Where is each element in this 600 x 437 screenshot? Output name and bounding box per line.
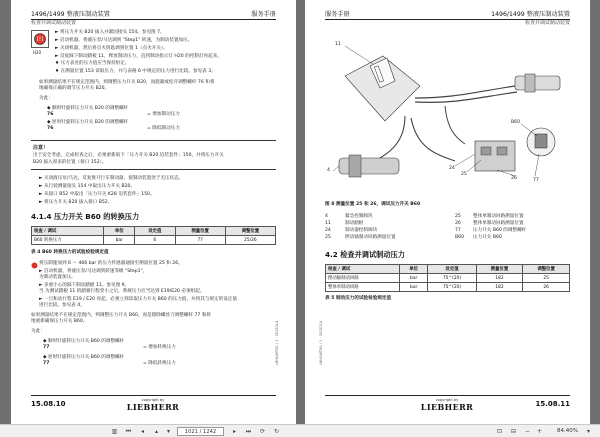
figure-caption: 图 8 测量位置 25 和 26，调试压力开关 B60	[325, 202, 421, 207]
page-header	[325, 11, 570, 26]
spec-table-b60	[31, 226, 276, 245]
side-code: LBH/LWT/EL / 1 · 0512014	[319, 321, 323, 365]
callout-26: 26	[511, 176, 517, 181]
last-page-icon[interactable]: ⏭	[245, 428, 252, 435]
callout-25: 25	[461, 172, 467, 177]
liebherr-logo: LIEBHERR	[420, 402, 474, 412]
zoom-dropdown-icon[interactable]: ▾	[586, 428, 590, 435]
right-page: 服务手册 1496/1499 整液压制动装置 检查并调试制动装置 11 4 24 25 26 B60 77 图 8 测量位置 25 和 26，调试压力开关 B60 4 紧急控制阀块 25 整体单制动回路测量位置 11 制动踏板 26 整体单制动回路测量位置 24 制动器控制阀块 77 压力开关 B60 的调整螺杆 25 摆动轴制动回路测量位置 B60 压力开关 B60 4.2 检查并调试制动压力 检查 / 调试 单位 设定值 测量位置 调整位置 摆动轴制动回路 bar 75^(20) 182 25 整体单制动回路 bar 75^(20) 182 26 表 5 制动压力的试验检验规定值 LBH/LWT/EL / 1 · 0512014 copyright by LIEBHERR 15.08.11	[305, 0, 590, 424]
section-title: 4.1.4 压力开关 B60 的转换压力	[31, 212, 140, 221]
increase-label: = 增加制动压力	[147, 112, 180, 117]
footer-divider	[31, 395, 276, 396]
header-right: 服务手册	[325, 11, 350, 18]
side-code: LBH/LWT/EL / 1 · 0512014	[275, 321, 279, 365]
fit-page-icon[interactable]: ⊡	[496, 428, 503, 435]
page-number-input[interactable]: 1021 / 1242	[177, 427, 224, 436]
prev-page-icon[interactable]: ◂	[140, 428, 144, 435]
liebherr-logo: LIEBHERR	[126, 402, 180, 412]
svg-text:(!): (!)	[36, 36, 44, 43]
brake-switch-icon	[31, 254, 38, 261]
header-right: 服务手册	[251, 11, 276, 18]
table-row: 摆动轴制动回路 bar 75^(20) 182 25	[326, 274, 570, 283]
note-title: 注意！	[33, 145, 49, 151]
icon-label: H20	[33, 50, 42, 55]
zoom-in-icon[interactable]: +	[536, 428, 543, 435]
header-divider	[325, 19, 570, 20]
copyright: copyright by	[435, 398, 459, 402]
header-sub: 检查并调试制动装置	[31, 20, 77, 26]
note-box: 注意！ 出于安全考虑，完成检查之后，必须重新取下「压力开关 B20 迫装套件」150，并将压力开关 B20 拔入原来的位置（接口 152）。	[31, 140, 276, 170]
viewer-toolbar	[0, 424, 600, 437]
table-header-row: 检查 / 调试 单位 设定值 测量位置 调整位置	[32, 227, 276, 236]
callout-4: 4	[327, 168, 330, 173]
down-icon[interactable]: ▾	[166, 428, 170, 435]
hydraulic-assembly-drawing	[325, 26, 570, 196]
brake-indicator-icon	[31, 30, 49, 48]
sidebar-toggle-icon[interactable]: ▥	[111, 428, 118, 435]
fit-width-icon[interactable]: ⊟	[510, 428, 517, 435]
refresh-icon[interactable]: ⟳	[259, 428, 266, 435]
header-title: 1496/1499 整液压制动装置	[31, 11, 110, 18]
header-divider	[31, 19, 276, 20]
callout-77: 77	[533, 178, 539, 183]
callout-b60: B60	[511, 120, 520, 125]
table-row: 整体单制动回路 bar 75^(20) 182 26	[326, 283, 570, 292]
first-page-icon[interactable]: ⏮	[125, 428, 132, 435]
page-number: 15.08.11	[535, 400, 570, 408]
footer-divider	[325, 395, 570, 396]
next-page-icon[interactable]: ▸	[232, 428, 236, 435]
left-page: 1496/1499 整液压制动装置 服务手册 检查并调试制动装置 (!) H20 ► 将压力开关 B20 拔入并紧固接头 154。参见图 7。 ► 启动机器，将液压泵/马达调到 "Step1" 转速，为制动装置加压。 ► 关闭机器，然后将点火钥匙调到位置 1（点火开关）。 ► 反复踩下制动踏板 11，释放制动压力，直到制动指示灯 H20 的控制灯亮起来。 ♦ 压力表处的压力值应当保持恒定。 ♦ 在测量位置 153 读取压力，并与表格 6 中规定的压力进行比较。参见表 3。 如果测量结果不在规定范围内，则调整压力开关 B20，而旋紧或松开调整螺杆 76 和将 地确保正确的调节压力开关 B20。 为此： ◆ 顺时针旋转压力开关 B20 的调整螺杆 76 = 增加制动压力 ◆ 逆时针旋转压力开关 B20 的调整螺杆 76 = 降低制动压力 注意！ 出于安全考虑，完成检查之后，必须重新取下「压力开关 B20 迫装套件」150，并将压力开关 B20 拔入原来的位置（接口 152）。 ► 关闭液压泵/马达，反复推开行车制动器，使制动装置处于无压状态。 ► 从行驶测量接头 154 中取出压力开关 B20。 ► 从接口 B52 中取出「压力开关 K28 迫装套件」150。 ► 将压力开关 B20 拔入接口 B52。 4.1.4 压力开关 B60 的转换压力 检查 / 调试 单位 设定值 测量位置 调整位置 B60 转换压力 bar 6 77 25/26 表 4 B60 转换压力的试验检验规定值 将压制施加到 6 ～ 466 bar 的压力传感器通接至测量位置 25 和 26。 ► 启动机器，将液压泵/马达调到转速等级 "Step1"， 为制动装置加压。 ► 多重小心的踩下制动踏板 11。参见图 9。 当 为测试踏板 11 的踏板行程变小之后，系统压力应当达到 E19/E20 必须组起。 ► 一旦和动行程 E19 / E20 亮起，必须立刻读取压力开关 B60 的压力值，并将其与规定的设定值 进行比较。参见表 4。 如果测量结果不在规定范围内，则调整压力开关 B60，而是擦除螺丝刀调整螺杆 77 和将 地重新确保压力开关 B60。 为此： ◆ 顺时针旋转压力开关 B60 的调整螺杆 77 = 增加转换压力 ◆ 逆时针旋转压力开关 B60 的调整螺杆 77 = 降低转换压力 LBH/LWT/EL / 1 · 0512014 15.08.10 copyright by LIEBHERR	[11, 0, 296, 424]
table-row: B60 转换压力 bar 6 77 25/26	[32, 236, 276, 245]
up-icon[interactable]: ▴	[154, 428, 158, 435]
page-header	[31, 11, 276, 26]
table-caption: 表 5 制动压力的试验检验规定值	[325, 296, 392, 301]
section-title: 4.2 检查并调试制动压力	[325, 250, 405, 259]
zoom-out-icon[interactable]: −	[524, 428, 531, 435]
callout-24: 24	[449, 166, 455, 171]
spec-table-brake-pressure	[325, 264, 570, 292]
callout-11: 11	[335, 42, 341, 47]
header-title: 1496/1499 整液压制动装置	[491, 11, 570, 18]
zoom-level[interactable]: 84.40%	[557, 428, 578, 434]
copyright: copyright by	[141, 398, 165, 402]
rotate-icon[interactable]: ↻	[273, 428, 280, 435]
table-caption: 表 4 B60 转换压力的试验检验规定值	[31, 250, 109, 255]
page-number: 15.08.10	[31, 400, 66, 408]
decrease-label: = 降低制动压力	[147, 126, 180, 131]
header-sub: 检查并调试制动装置	[524, 20, 570, 26]
table-header-row: 检查 / 调试 单位 设定值 测量位置 调整位置	[326, 265, 570, 274]
